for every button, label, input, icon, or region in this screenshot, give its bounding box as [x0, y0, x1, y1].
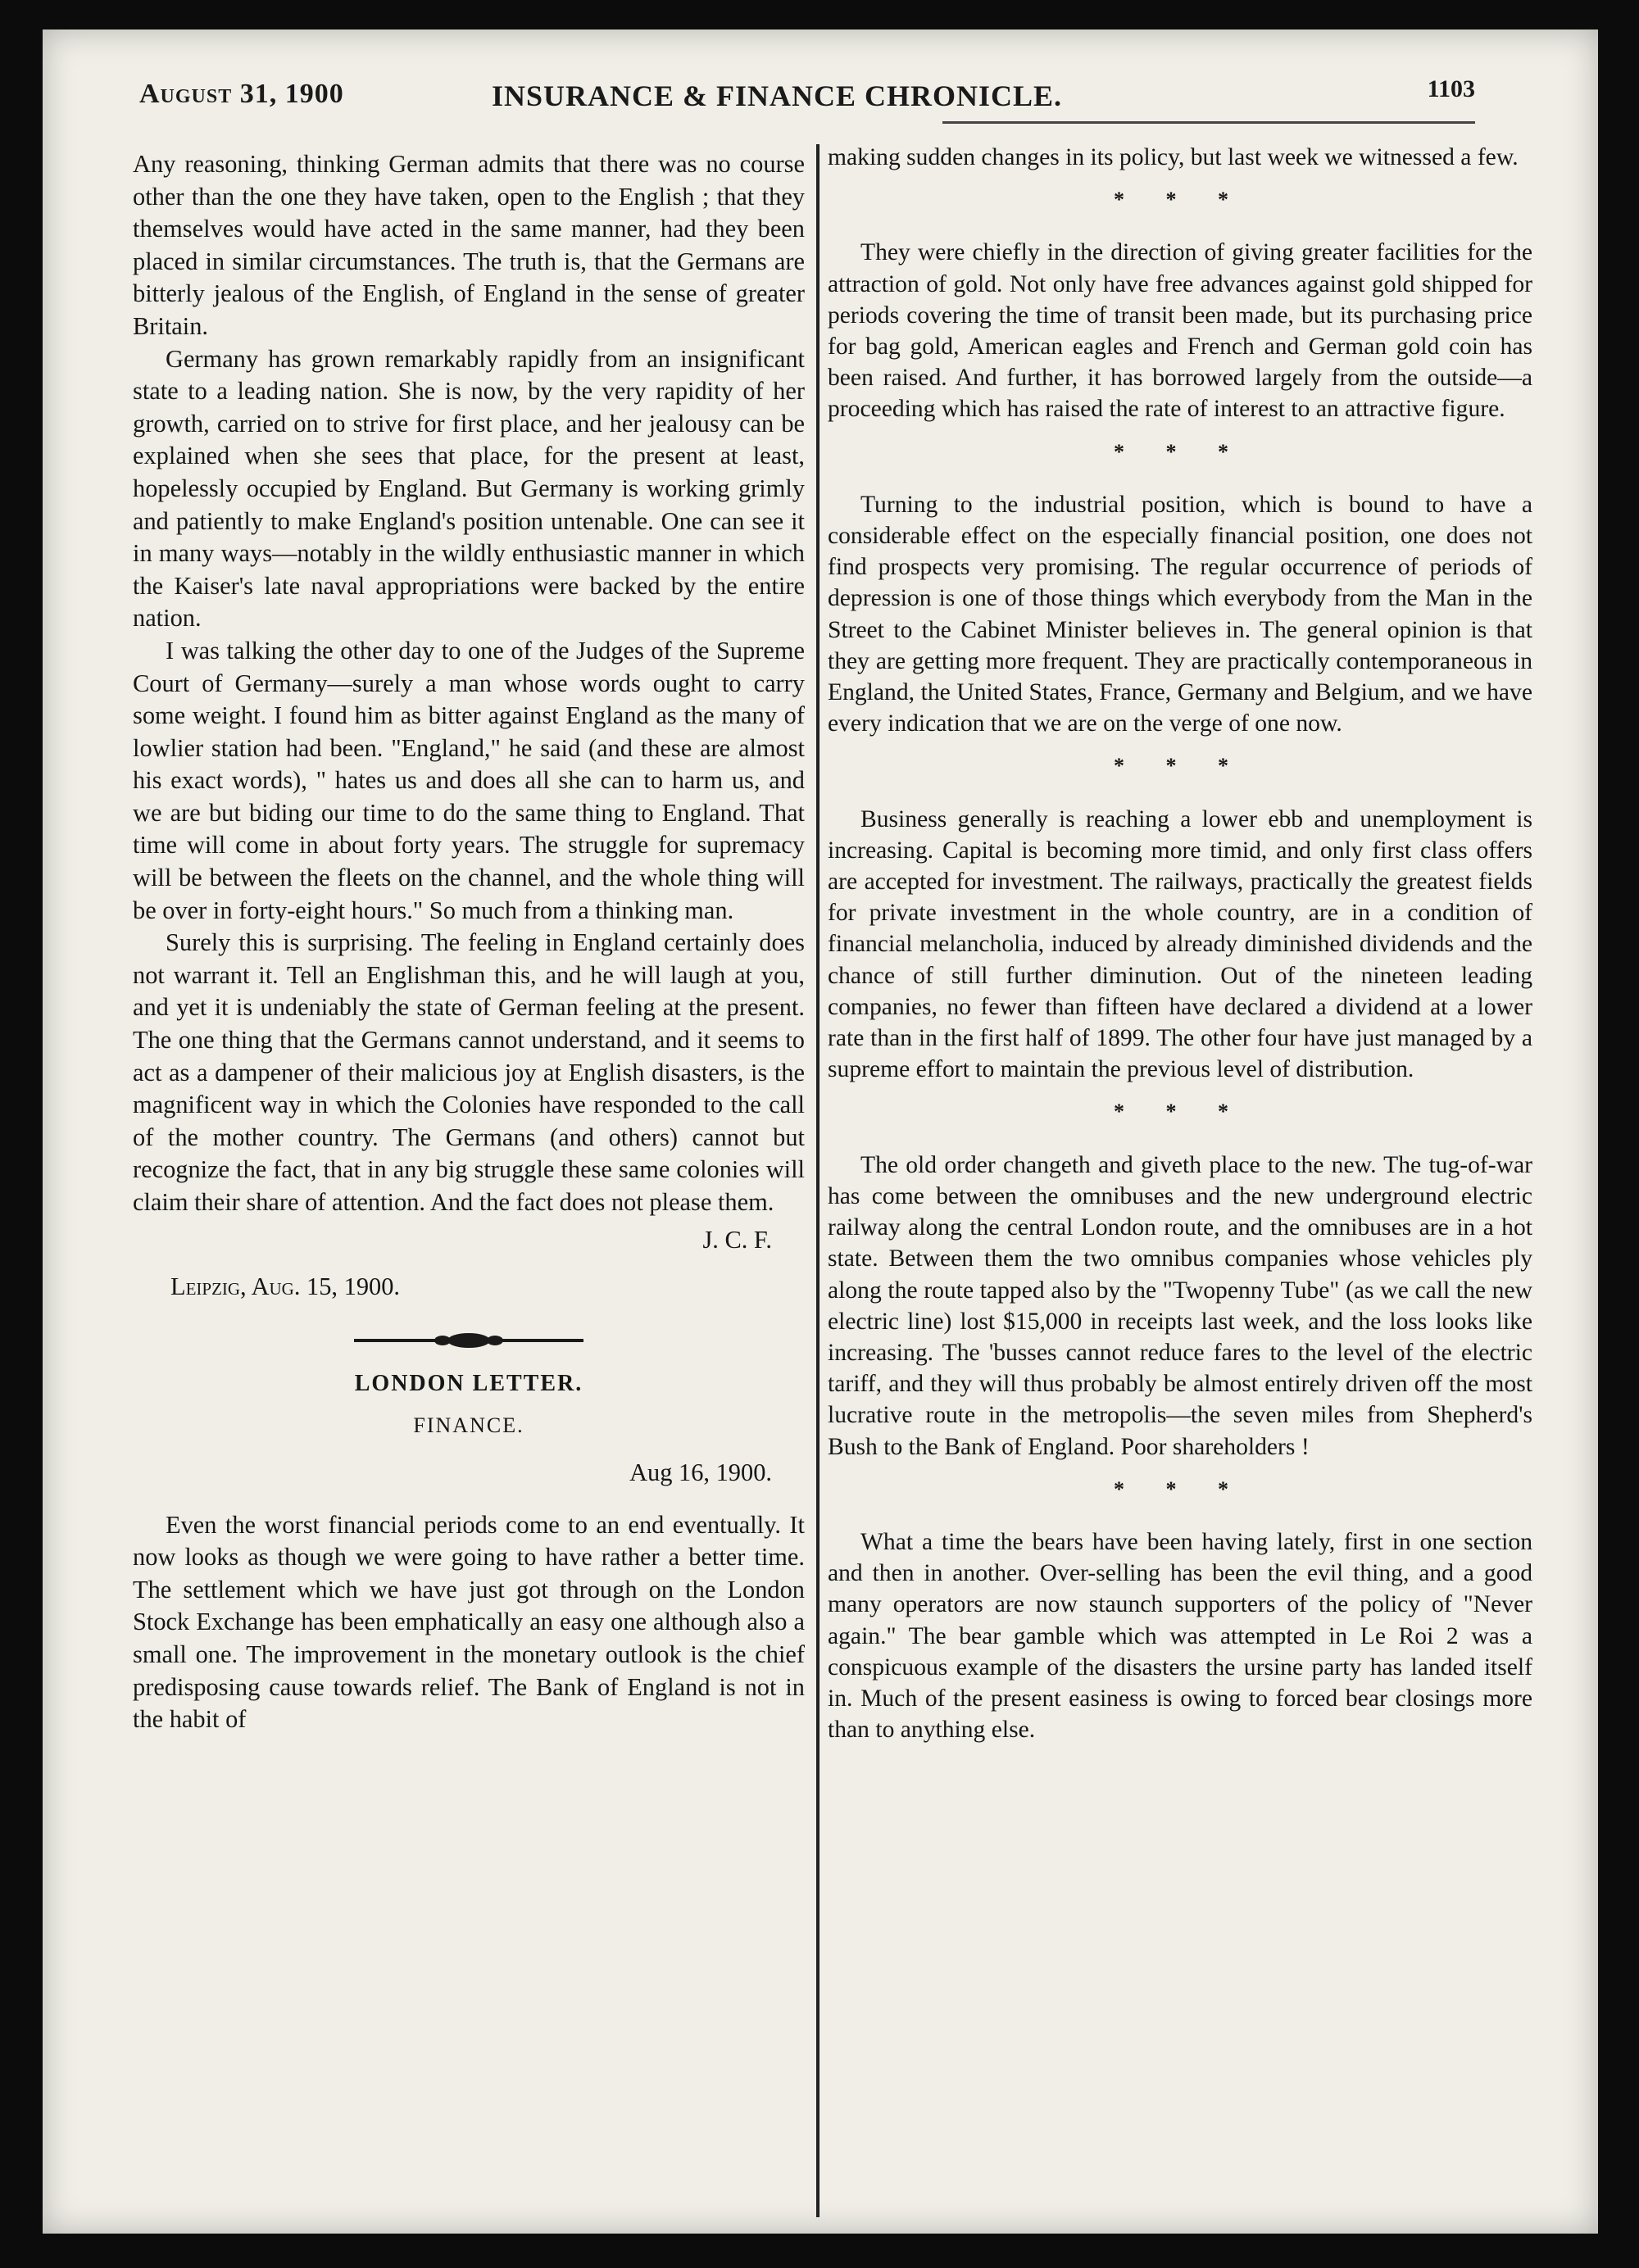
asterism-separator: * * * — [1114, 754, 1246, 778]
publication-title: INSURANCE & FINANCE CHRONICLE. — [492, 79, 1063, 112]
asterism-separator: * * * — [1114, 1476, 1246, 1501]
paragraph: Any reasoning, thinking German admits that there was no course other than the one they have taken, open to the English ; that they themselves would have acted in the same manner, had they been placed in similar circumstances. The truth is, that the Germans are bitterly jealous of the English, of England in the sense of greater Britain. — [133, 150, 805, 340]
paragraph: What a time the bears have been having lately, first in one section and then in another. Over-selling has been the evil thing, and a good many operators are now staunch supporters of the policy of "Never again." The bear gamble which was attempted in Le Roi 2 was a conspicuous example of the disasters the ursine party has landed itself in. Much of the present easiness is owing to forced bear closings more than to anything else. — [828, 1528, 1532, 1744]
column-divider — [816, 144, 820, 2217]
asterism-separator: * * * — [1114, 439, 1246, 464]
right-column — [828, 142, 1532, 1745]
letter-date: Aug 16, 1900. — [629, 1458, 772, 1486]
asterism-separator: * * * — [1114, 188, 1246, 212]
paragraph: Surely this is surprising. The feeling in England certainly does not warrant it. Tell an Englishman this, and he will laugh at you, and yet it is undeniably the state of German feeling at the present. The one thing that the Germans cannot understand, and it seems to act as a dampener of their malicious joy at English disasters, is the magnificent way in which the Colonies have responded to the call of the mother country. The Germans (and others) cannot but recognize the fact, that in any big struggle these same colonies will claim their share of attention. And the fact does not please them. — [133, 928, 805, 1216]
asterism-separator: * * * — [1114, 1100, 1246, 1124]
running-head — [139, 75, 1475, 136]
section-title: LONDON LETTER. — [354, 1370, 583, 1396]
paragraph: Business generally is reaching a lower ebb and unemployment is increasing. Capital is becoming more timid, and only first class offers are accepted for investment. The railways, practically the greatest fields for private investment in the whole country, are in a condition of financial melancholia, induced by already diminished dividends and the chance of still further diminution. Out of the nineteen leading companies, no fewer than fifteen have declared a dividend at a lower rate than in the first half of 1899. The other four have just managed by a supreme effort to maintain the previous level of distribution. — [828, 805, 1532, 1083]
paragraph: I was talking the other day to one of the Judges of the Supreme Court of Germany—surely a man whose words ought to carry some weight. I found him as bitter against England as the many of lowlier station had been. "England," he said (and these are almost his exact words), " hates us and does all she can to harm us, and we are but biding our time to do the same thing to England. That time will come in about forty years. The struggle for supremacy will be between the fleets on the channel, and the whole thing will be over in forty-eight hours." So much from a thinking man. — [133, 636, 805, 924]
paragraph: They were chiefly in the direction of giving greater facilities for the attraction of gold. Not only have free advances against gold shipped for periods covering the time of transit been made, but its purchasing price for bag gold, American eagles and French and German gold coin has been raised. And further, it has borrowed largely from the outside—a proceeding which has raised the rate of interest to an attractive figure. — [828, 239, 1532, 423]
page-number: 1103 — [1427, 75, 1475, 102]
paragraph: The old order changeth and giveth place to the new. The tug-of-war has come between the omnibuses and the new underground electric railway along the central London route, and the omnibuses are in a hot state. Between them the two omnibus companies whose vehicles ply along the route tapped also by the "Twopenny Tube" (as we call the new electric line) lost $15,000 in receipts last week, and the loss looks like increasing. The 'busses cannot reduce fares to the level of the electric tariff, and they will thus probably be almost entirely driven off the most lucrative route in the metropolis—the seven miles from Shepherd's Bush to the Bank of England. Poor shareholders ! — [828, 1151, 1532, 1460]
paragraph: Even the worst financial periods come to an end eventually. It now looks as though we were going to have rather a better time. The settlement which we have just got through on the London Stock Exchange has been emphatically an easy one although also a small one. The improvement in the monetary outlook is the chief predisposing cause towards relief. The Bank of England is not in the habit of — [133, 1510, 805, 1734]
paragraph: Germany has grown remarkably rapidly from an insignificant state to a leading nation. She is now, by the very rapidity of her growth, carried on to strive for first place, and her jealousy can be explained when she sees that place, for the present at least, hopelessly occupied by England. But Germany is working grimly and patiently to make England's position untenable. One can see it in many ways—notably in the wildly enthusiastic manner in which the Kaiser's late naval appropriations were backed by the entire nation. — [133, 344, 805, 633]
paragraph: making sudden changes in its policy, but last week we witnessed a few. — [828, 144, 1519, 170]
section-subtitle: FINANCE. — [413, 1413, 524, 1438]
dateline: Leipzig, Aug. 15, 1900. — [170, 1272, 401, 1301]
left-column — [133, 148, 805, 1736]
ornamental-rule-icon — [354, 1331, 583, 1349]
author-signature: J. C. F. — [702, 1225, 772, 1254]
issue-date: August 31, 1900 — [139, 79, 344, 109]
header-rule — [942, 121, 1475, 124]
newspaper-page — [43, 29, 1598, 2234]
paragraph: Turning to the industrial position, which is bound to have a considerable effect on the especially financial position, one does not find prospects very promising. The regular occurrence of periods of depression is one of those things which everybody from the Man in the Street to the Cabinet Minister believes in. The general opinion is that they are getting more frequent. They are practically contemporaneous in England, the United States, France, Germany and Belgium, and we have every indication that we are on the verge of one now. — [828, 491, 1532, 737]
